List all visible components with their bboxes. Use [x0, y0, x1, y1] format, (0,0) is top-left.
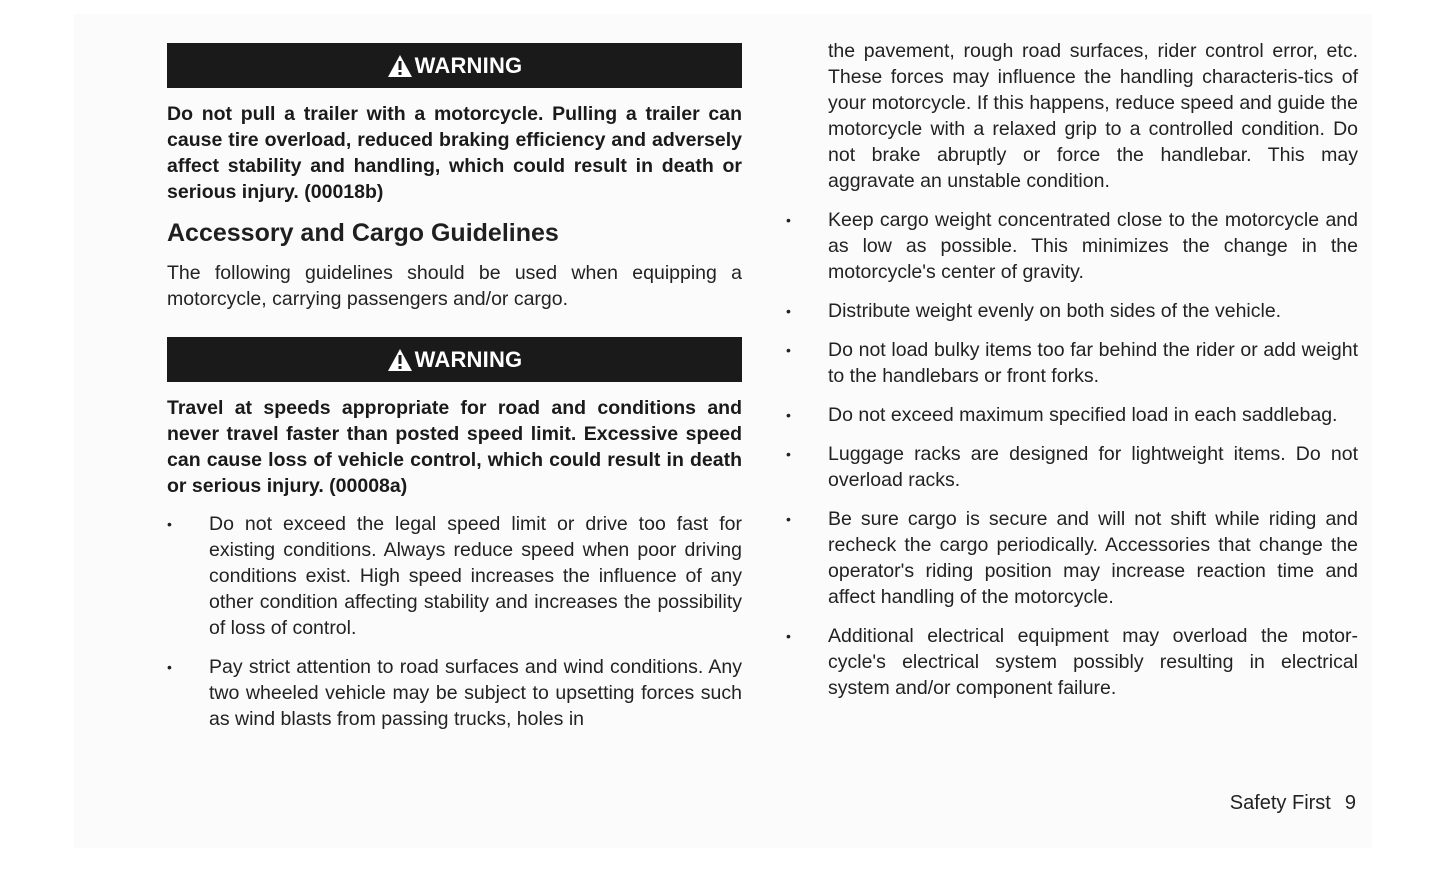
list-item-text: Distribute weight evenly on both sides of the vehicle. [828, 300, 1282, 322]
warning-text-2: Travel at speeds appropriate for road and conditions and never travel faster than posted speed limit. Excessive speed can cause loss of vehicle control, which could result in death or serious injury. (00008a) [167, 397, 742, 497]
warning-label: WARNING [414, 346, 523, 372]
manual-page [74, 14, 1372, 848]
list-item-text: Additional electrical equipment may overload the motor-cycle's electrical system possibly resulting in electrical system and/or component failure. [828, 625, 1358, 699]
list-item-text: Luggage racks are designed for lightweight items. Do not overload racks. [828, 443, 1358, 491]
bullet-glyph: • [786, 511, 791, 527]
list-item-text: Do not load bulky items too far behind the rider or add weight to the handlebars or front forks. [828, 339, 1358, 387]
list-item-text: Do not exceed maximum specified load in each saddlebag. [828, 404, 1338, 426]
list-item [786, 441, 1358, 493]
list-item [786, 402, 1358, 428]
warning-label: WARNING [414, 52, 523, 78]
bullet-glyph: • [167, 516, 172, 532]
right-bullet-list [786, 207, 1358, 701]
list-item-text: Pay strict attention to road surfaces and wind conditions. Any two wheeled vehicle may be subject to upsetting forces such as wind blasts from passing trucks, holes in [209, 656, 742, 730]
continued-paragraph: the pavement, rough road surfaces, rider control error, etc. These forces may influence the handling characteris-tics of your motorcycle. If this happens, reduce speed and guide the motorcycle with a relaxed grip to a controlled condition. Do not brake abruptly or force the handlebar. This may aggravate an unstable condition. [828, 40, 1358, 192]
warning-text-1: Do not pull a trailer with a motorcycle. Pulling a trailer can cause tire overload, reduced braking efficiency and adversely affect stability and handling, which could result in death or serious injury. (00018b) [167, 103, 742, 203]
list-item-text: Keep cargo weight concentrated close to the motorcycle and as low as possible. This minimizes the change in the motorcycle's center of gravity. [828, 209, 1358, 283]
page-footer [1230, 792, 1356, 815]
bullet-glyph: • [786, 212, 791, 228]
page-number: 9 [1344, 792, 1356, 814]
left-column [167, 43, 742, 745]
list-item [167, 654, 742, 732]
warning-triangle-icon [387, 54, 413, 78]
bullet-glyph: • [786, 446, 791, 462]
list-item [786, 207, 1358, 285]
list-item [786, 337, 1358, 389]
warning-banner-2 [167, 337, 742, 382]
list-item [786, 506, 1358, 610]
bullet-glyph: • [786, 303, 791, 319]
list-item-text: Do not exceed the legal speed limit or drive too fast for existing conditions. Always reduce speed when poor driving conditions exist. High speed increases the influence of any other condition affecting stability and increases the possibility of loss of control. [209, 513, 742, 639]
left-bullet-list [167, 511, 742, 732]
section-intro: The following guidelines should be used when equipping a motorcycle, carrying passengers and/or cargo. [167, 262, 742, 310]
list-item [167, 511, 742, 641]
bullet-glyph: • [786, 342, 791, 358]
list-item-text: Be sure cargo is secure and will not shift while riding and recheck the cargo periodically. Accessories that change the operator's riding position may increase reaction time and affect handling of the motorcycle. [828, 508, 1358, 608]
right-column [786, 38, 1358, 714]
warning-triangle-icon [387, 348, 413, 372]
bullet-glyph: • [786, 407, 791, 423]
section-heading: Accessory and Cargo Guidelines [167, 219, 559, 247]
footer-section-title: Safety First [1229, 792, 1331, 814]
bullet-glyph: • [786, 628, 791, 644]
warning-banner-1 [167, 43, 742, 88]
list-item [786, 623, 1358, 701]
list-item [786, 298, 1358, 324]
bullet-glyph: • [167, 659, 172, 675]
